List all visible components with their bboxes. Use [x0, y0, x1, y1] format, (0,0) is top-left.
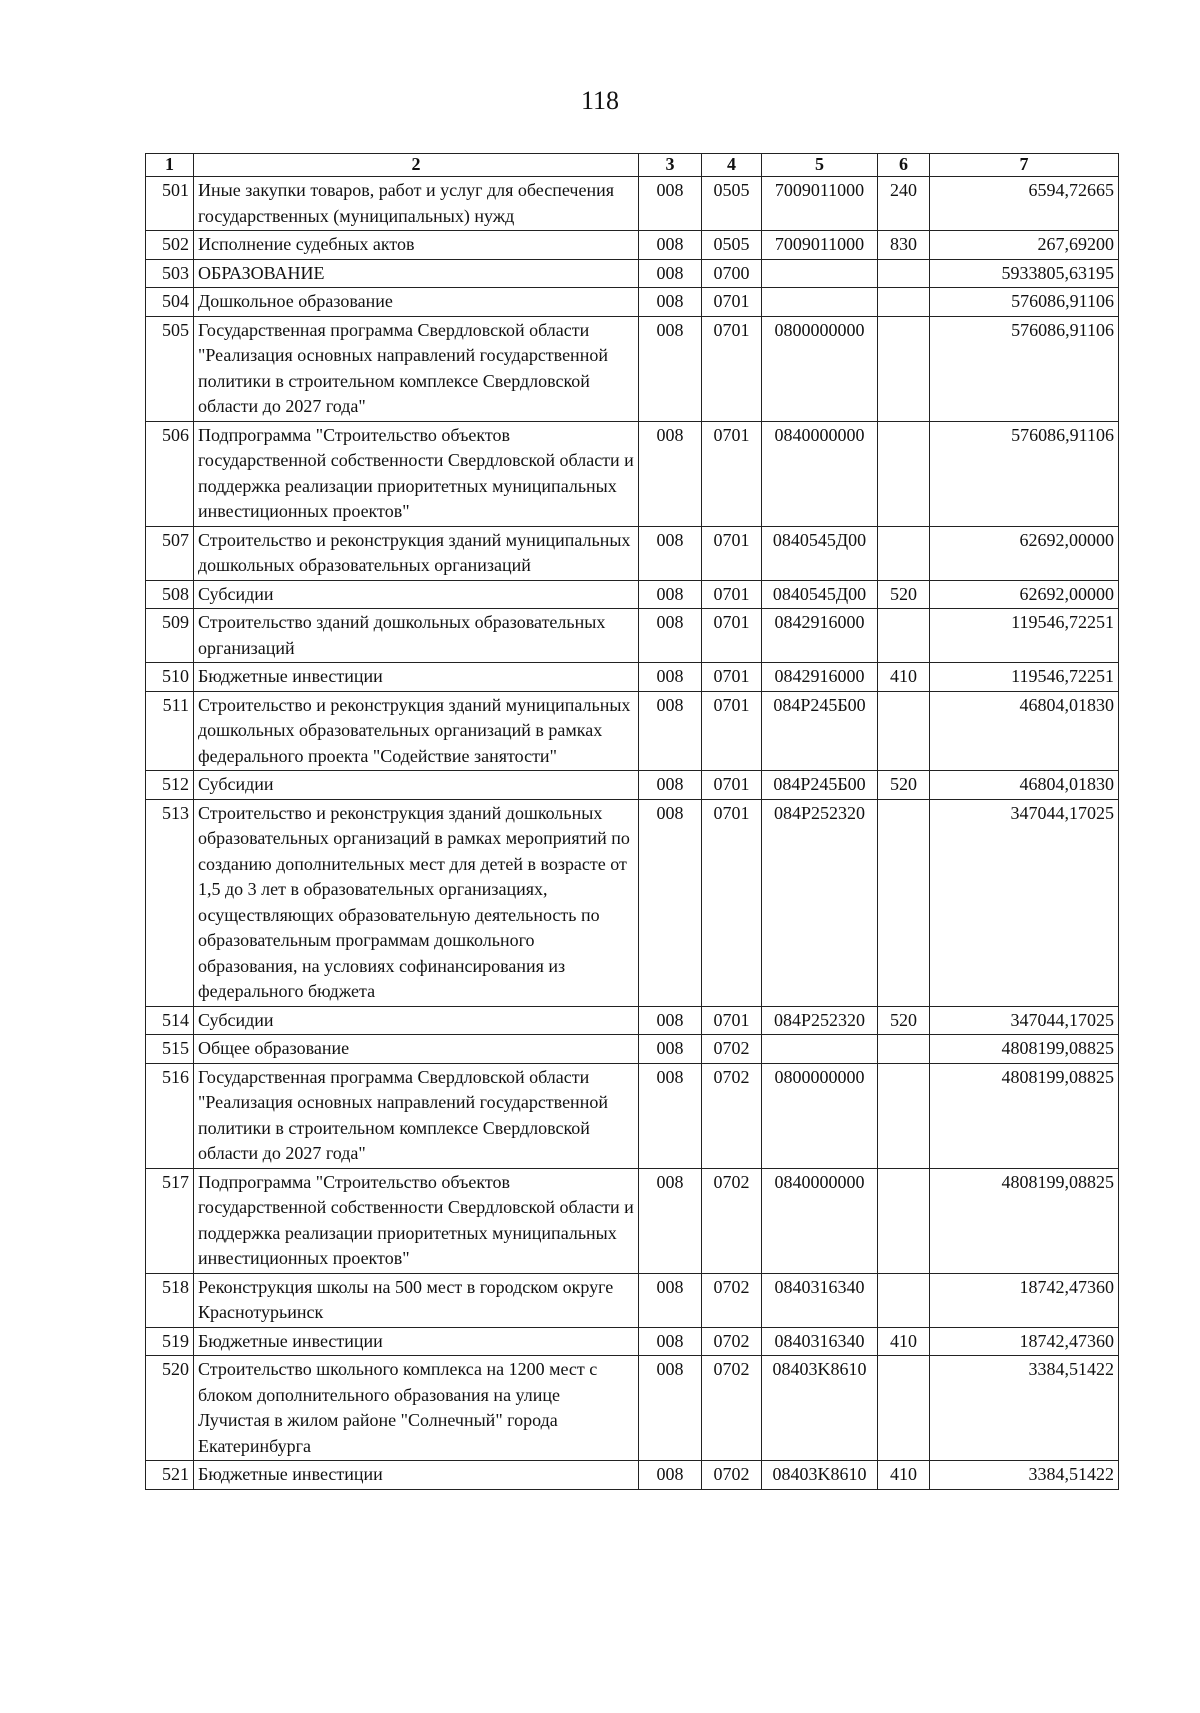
row-code-target: 0840000000 [762, 421, 878, 526]
row-name: Подпрограмма "Строительство объектов государственной собственности Свердловской области и поддержка реализации приоритетных муниципальных инвестиционных проектов" [194, 421, 639, 526]
row-code-admin: 008 [639, 259, 702, 288]
table-row [146, 1327, 1119, 1356]
row-code-expense-type [878, 316, 930, 421]
row-amount: 18742,47360 [930, 1327, 1119, 1356]
row-amount: 18742,47360 [930, 1273, 1119, 1327]
table-row [146, 1006, 1119, 1035]
row-code-target: 084P252320 [762, 1006, 878, 1035]
row-code-expense-type: 410 [878, 1327, 930, 1356]
column-header: 7 [930, 154, 1119, 177]
row-code-section: 0701 [702, 526, 762, 580]
row-code-admin: 008 [639, 1035, 702, 1064]
row-number: 509 [146, 609, 194, 663]
row-code-target: 0840316340 [762, 1273, 878, 1327]
row-name: ОБРАЗОВАНИЕ [194, 259, 639, 288]
row-number: 504 [146, 288, 194, 317]
row-amount: 3384,51422 [930, 1461, 1119, 1490]
row-number: 512 [146, 771, 194, 800]
row-code-admin: 008 [639, 421, 702, 526]
row-code-admin: 008 [639, 316, 702, 421]
row-code-target: 7009011000 [762, 177, 878, 231]
table-header-row [146, 154, 1119, 177]
row-code-expense-type: 410 [878, 1461, 930, 1490]
row-code-admin: 008 [639, 771, 702, 800]
table-row [146, 799, 1119, 1006]
row-code-target: 084P245Б00 [762, 691, 878, 771]
row-code-section: 0701 [702, 580, 762, 609]
row-name: Государственная программа Свердловской области "Реализация основных направлений государственной политики в строительном комплексе Свердловской области до 2027 года" [194, 316, 639, 421]
row-number: 517 [146, 1168, 194, 1273]
column-header: 3 [639, 154, 702, 177]
table-row [146, 663, 1119, 692]
row-code-target: 084P252320 [762, 799, 878, 1006]
row-code-admin: 008 [639, 288, 702, 317]
row-number: 518 [146, 1273, 194, 1327]
row-code-expense-type: 830 [878, 231, 930, 260]
row-name: Субсидии [194, 580, 639, 609]
row-number: 502 [146, 231, 194, 260]
column-header: 4 [702, 154, 762, 177]
row-name: Общее образование [194, 1035, 639, 1064]
row-code-section: 0702 [702, 1273, 762, 1327]
row-amount: 62692,00000 [930, 580, 1119, 609]
row-amount: 46804,01830 [930, 691, 1119, 771]
row-name: Субсидии [194, 1006, 639, 1035]
row-code-section: 0701 [702, 609, 762, 663]
row-code-admin: 008 [639, 609, 702, 663]
row-code-expense-type [878, 1273, 930, 1327]
table-row [146, 177, 1119, 231]
row-code-section: 0701 [702, 691, 762, 771]
row-code-target: 0800000000 [762, 316, 878, 421]
page-number: 118 [580, 86, 620, 115]
row-amount: 347044,17025 [930, 799, 1119, 1006]
row-code-admin: 008 [639, 1168, 702, 1273]
row-number: 505 [146, 316, 194, 421]
row-code-section: 0702 [702, 1356, 762, 1461]
row-amount: 4808199,08825 [930, 1063, 1119, 1168]
row-number: 503 [146, 259, 194, 288]
row-name: Строительство и реконструкция зданий муниципальных дошкольных образовательных организаций [194, 526, 639, 580]
row-name: Исполнение судебных актов [194, 231, 639, 260]
row-code-target [762, 288, 878, 317]
row-code-expense-type [878, 1356, 930, 1461]
table-row [146, 1063, 1119, 1168]
row-amount: 62692,00000 [930, 526, 1119, 580]
row-amount: 4808199,08825 [930, 1035, 1119, 1064]
row-code-expense-type [878, 691, 930, 771]
row-amount: 5933805,63195 [930, 259, 1119, 288]
row-code-admin: 008 [639, 1327, 702, 1356]
column-header: 2 [194, 154, 639, 177]
row-code-expense-type [878, 1168, 930, 1273]
row-code-section: 0701 [702, 421, 762, 526]
row-code-expense-type [878, 259, 930, 288]
row-code-admin: 008 [639, 526, 702, 580]
row-code-target [762, 259, 878, 288]
row-name: Государственная программа Свердловской области "Реализация основных направлений государственной политики в строительном комплексе Свердловской области до 2027 года" [194, 1063, 639, 1168]
row-code-target: 7009011000 [762, 231, 878, 260]
row-code-section: 0702 [702, 1461, 762, 1490]
row-amount: 6594,72665 [930, 177, 1119, 231]
row-code-target: 0840000000 [762, 1168, 878, 1273]
row-amount: 119546,72251 [930, 609, 1119, 663]
row-name: Строительство зданий дошкольных образовательных организаций [194, 609, 639, 663]
row-name: Бюджетные инвестиции [194, 1461, 639, 1490]
row-code-admin: 008 [639, 799, 702, 1006]
table-row [146, 421, 1119, 526]
row-number: 516 [146, 1063, 194, 1168]
row-code-expense-type: 410 [878, 663, 930, 692]
row-amount: 3384,51422 [930, 1356, 1119, 1461]
row-code-admin: 008 [639, 663, 702, 692]
row-code-expense-type [878, 421, 930, 526]
row-code-section: 0701 [702, 288, 762, 317]
row-name: Бюджетные инвестиции [194, 663, 639, 692]
row-code-target: 084P245Б00 [762, 771, 878, 800]
row-code-expense-type: 520 [878, 1006, 930, 1035]
table-row [146, 1356, 1119, 1461]
row-code-admin: 008 [639, 1063, 702, 1168]
table-row [146, 231, 1119, 260]
table-row [146, 609, 1119, 663]
row-code-target: 0842916000 [762, 663, 878, 692]
table-row [146, 580, 1119, 609]
row-code-section: 0701 [702, 663, 762, 692]
row-number: 519 [146, 1327, 194, 1356]
row-amount: 46804,01830 [930, 771, 1119, 800]
row-number: 508 [146, 580, 194, 609]
row-code-target: 0842916000 [762, 609, 878, 663]
row-number: 514 [146, 1006, 194, 1035]
row-amount: 347044,17025 [930, 1006, 1119, 1035]
row-name: Субсидии [194, 771, 639, 800]
row-number: 520 [146, 1356, 194, 1461]
row-number: 515 [146, 1035, 194, 1064]
row-number: 506 [146, 421, 194, 526]
row-code-expense-type [878, 1035, 930, 1064]
row-name: Строительство и реконструкция зданий муниципальных дошкольных образовательных организаций в рамках федерального проекта "Содействие занятости" [194, 691, 639, 771]
row-code-admin: 008 [639, 691, 702, 771]
row-code-target: 0840545Д00 [762, 526, 878, 580]
row-code-expense-type [878, 288, 930, 317]
row-number: 510 [146, 663, 194, 692]
table-row [146, 259, 1119, 288]
row-code-admin: 008 [639, 231, 702, 260]
row-number: 513 [146, 799, 194, 1006]
table-row [146, 691, 1119, 771]
row-code-expense-type: 520 [878, 771, 930, 800]
row-code-section: 0702 [702, 1063, 762, 1168]
column-header: 6 [878, 154, 930, 177]
row-code-admin: 008 [639, 177, 702, 231]
row-code-section: 0702 [702, 1327, 762, 1356]
column-header: 1 [146, 154, 194, 177]
row-code-section: 0701 [702, 316, 762, 421]
row-code-target: 0840316340 [762, 1327, 878, 1356]
row-code-admin: 008 [639, 580, 702, 609]
row-code-target: 0840545Д00 [762, 580, 878, 609]
row-amount: 267,69200 [930, 231, 1119, 260]
table-row [146, 1273, 1119, 1327]
row-code-section: 0701 [702, 771, 762, 800]
row-amount: 4808199,08825 [930, 1168, 1119, 1273]
row-name: Строительство и реконструкция зданий дошкольных образовательных организаций в рамках мероприятий по созданию дополнительных мест для детей в возрасте от 1,5 до 3 лет в образовательных организациях, осуществляющих образовательную деятельность по образовательным программам дошкольного образования, на условиях софинансирования из федерального бюджета [194, 799, 639, 1006]
row-amount: 576086,91106 [930, 316, 1119, 421]
row-name: Подпрограмма "Строительство объектов государственной собственности Свердловской области и поддержка реализации приоритетных муниципальных инвестиционных проектов" [194, 1168, 639, 1273]
row-code-section: 0702 [702, 1035, 762, 1064]
table-row [146, 316, 1119, 421]
row-code-admin: 008 [639, 1356, 702, 1461]
row-code-expense-type [878, 609, 930, 663]
row-code-target: 08403K8610 [762, 1461, 878, 1490]
row-code-expense-type: 520 [878, 580, 930, 609]
budget-table [145, 153, 1119, 1490]
row-code-target: 0800000000 [762, 1063, 878, 1168]
row-code-section: 0701 [702, 1006, 762, 1035]
row-name: Бюджетные инвестиции [194, 1327, 639, 1356]
table-row [146, 1035, 1119, 1064]
row-code-section: 0505 [702, 231, 762, 260]
row-code-section: 0702 [702, 1168, 762, 1273]
row-code-expense-type [878, 1063, 930, 1168]
row-code-section: 0505 [702, 177, 762, 231]
row-name: Строительство школьного комплекса на 1200 мест с блоком дополнительного образования на улице Лучистая в жилом районе "Солнечный" города Екатеринбурга [194, 1356, 639, 1461]
row-code-target [762, 1035, 878, 1064]
row-code-target: 08403K8610 [762, 1356, 878, 1461]
row-amount: 576086,91106 [930, 421, 1119, 526]
table-row [146, 526, 1119, 580]
row-code-section: 0701 [702, 799, 762, 1006]
row-code-expense-type [878, 526, 930, 580]
row-code-admin: 008 [639, 1461, 702, 1490]
row-name: Иные закупки товаров, работ и услуг для обеспечения государственных (муниципальных) нужд [194, 177, 639, 231]
row-name: Дошкольное образование [194, 288, 639, 317]
row-code-expense-type [878, 799, 930, 1006]
row-code-admin: 008 [639, 1006, 702, 1035]
row-number: 511 [146, 691, 194, 771]
row-number: 501 [146, 177, 194, 231]
column-header: 5 [762, 154, 878, 177]
row-code-admin: 008 [639, 1273, 702, 1327]
table-row [146, 288, 1119, 317]
row-amount: 119546,72251 [930, 663, 1119, 692]
row-code-section: 0700 [702, 259, 762, 288]
table-row [146, 1168, 1119, 1273]
table-row [146, 1461, 1119, 1490]
row-number: 521 [146, 1461, 194, 1490]
row-code-expense-type: 240 [878, 177, 930, 231]
row-name: Реконструкция школы на 500 мест в городском округе Краснотурьинск [194, 1273, 639, 1327]
row-amount: 576086,91106 [930, 288, 1119, 317]
row-number: 507 [146, 526, 194, 580]
table-row [146, 771, 1119, 800]
